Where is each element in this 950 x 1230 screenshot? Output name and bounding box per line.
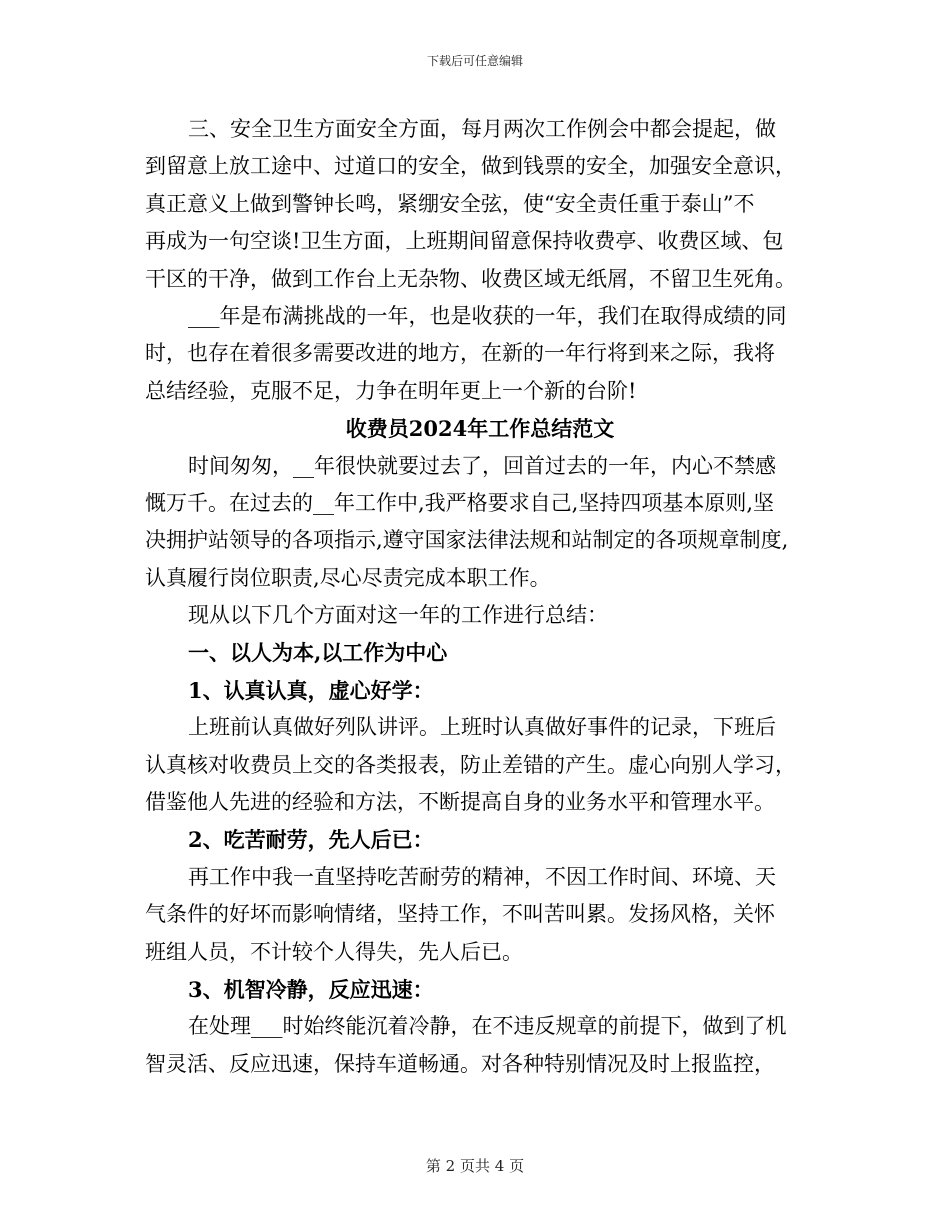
- paragraph-line: 班组人员，不计较个人得失，先人后已。: [145, 939, 523, 964]
- subheading: 2、吃苦耐劳，先人后已：: [188, 827, 434, 853]
- paragraph-line: 再成为一句空谈!卫生方面，上班期间留意保持收费亭、收费区域、包: [145, 229, 784, 254]
- paragraph-line: 时，也存在着很多需要改进的地方，在新的一年行将到来之际，我将: [145, 341, 775, 366]
- document-body: [145, 111, 815, 1083]
- paragraph-line: 上班前认真做好列队讲评。上班时认真做好事件的记录，下班后: [188, 715, 776, 740]
- paragraph-line: 在处理___时始终能沉着冷静，在不违反规章的前提下，做到了机: [188, 1014, 787, 1039]
- page-header: 下载后可任意编辑: [426, 54, 523, 68]
- subheading: 1、认真认真，虚心好学：: [188, 677, 434, 703]
- paragraph-line: 慨万千。在过去的__年工作中,我严格要求自己,坚持四项基本原则,坚: [145, 490, 775, 515]
- paragraph-line: 总结经验，克服不足，力争在明年更上一个新的台阶!: [145, 378, 637, 403]
- paragraph-line: 干区的干净，做到工作台上无杂物、收费区域无纸屑，不留卫生死角。: [145, 266, 796, 291]
- paragraph-line: 气条件的好坏而影响情绪，坚持工作，不叫苦叫累。发扬风格，关怀: [145, 902, 775, 927]
- paragraph-line: 认真履行岗位职责,尽心尽责完成本职工作。: [145, 565, 551, 590]
- paragraph-line: 借鉴他人先进的经验和方法，不断提高自身的业务水平和管理水平。: [145, 790, 775, 815]
- paragraph-line: 真正意义上做到警钟长鸣，紧绷安全弦，使“安全责任重于泰山”不: [145, 191, 755, 216]
- paragraph-line: 时间匆匆，__年很快就要过去了，回首过去的一年，内心不禁感: [188, 453, 776, 478]
- section-title: 收费员2024年工作总结范文: [345, 416, 615, 442]
- paragraph-line: 智灵活、反应迅速，保持车道畅通。对各种特别情况及时上报监控，: [145, 1051, 775, 1076]
- subheading: 一、以人为本,以工作为中心: [188, 640, 448, 666]
- subheading: 3、机智冷静，反应迅速：: [188, 976, 434, 1002]
- paragraph-line: 到留意上放工途中、过道口的安全，做到钱票的安全，加强安全意识，: [145, 154, 796, 179]
- paragraph-line: 三、安全卫生方面安全方面，每月两次工作例会中都会提起，做: [188, 117, 776, 141]
- paragraph-line: 再工作中我一直坚持吃苦耐劳的精神，不因工作时间、环境、天: [188, 864, 776, 889]
- paragraph-line: 现从以下几个方面对这一年的工作进行总结：: [188, 603, 608, 628]
- paragraph-line: ___年是布满挑战的一年，也是收获的一年，我们在取得成绩的同: [188, 303, 787, 328]
- paragraph-line: 认真核对收费员上交的各类报表，防止差错的产生。虚心向别人学习，: [145, 752, 796, 777]
- paragraph-line: 决拥护站领导的各项指示,遵守国家法律法规和站制定的各项规章制度,: [145, 528, 789, 553]
- page-number: 第 2 页共 4 页: [425, 1157, 525, 1175]
